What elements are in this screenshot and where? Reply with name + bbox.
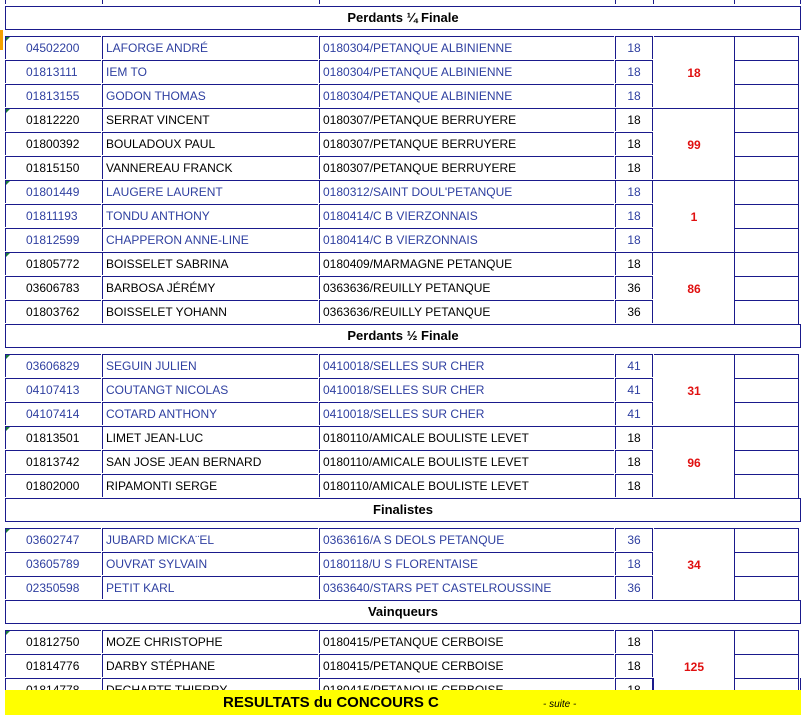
name-cell: RIPAMONTI SERGE xyxy=(102,474,318,497)
licence-cell: 01801449 xyxy=(5,180,101,203)
section-title: Perdants ¼ Finale xyxy=(5,6,801,30)
name-cell: DARBY STÉPHANE xyxy=(102,654,318,677)
licence-cell: 01813155 xyxy=(5,84,101,107)
banner-title: RESULTATS du CONCOURS C xyxy=(223,694,439,711)
licence-cell: 01802000 xyxy=(5,474,101,497)
dep-cell: 36 xyxy=(615,576,653,599)
name-cell: LAFORGE ANDRÉ xyxy=(102,36,318,59)
dep-cell: 18 xyxy=(615,36,653,59)
club-cell: 0180304/PETANQUE ALBINIENNE xyxy=(319,36,614,59)
empty-column xyxy=(735,528,799,601)
dep-cell: 18 xyxy=(615,552,653,575)
name-cell: LIMET JEAN-LUC xyxy=(102,426,318,449)
name-cell: JUBARD MICKA¨EL xyxy=(102,528,318,551)
dep-cell: 18 xyxy=(615,84,653,107)
club-cell: 0180110/AMICALE BOULISTE LEVET xyxy=(319,426,614,449)
club-cell: 0410018/SELLES SUR CHER xyxy=(319,378,614,401)
club-cell: 0180414/C B VIERZONNAIS xyxy=(319,228,614,251)
club-cell: 0410018/SELLES SUR CHER xyxy=(319,402,614,425)
dep-cell: 36 xyxy=(615,528,653,551)
dep-cell: 18 xyxy=(615,630,653,653)
licence-cell: 04107413 xyxy=(5,378,101,401)
club-cell: 0363636/REUILLY PETANQUE xyxy=(319,300,614,323)
name-cell: SERRAT VINCENT xyxy=(102,108,318,131)
licence-cell: 03606829 xyxy=(5,354,101,377)
team-score: 96 xyxy=(654,426,735,499)
name-cell: CHAPPERON ANNE-LINE xyxy=(102,228,318,251)
name-cell: BOISSELET SABRINA xyxy=(102,252,318,275)
licence-cell: 03606783 xyxy=(5,276,101,299)
dep-cell: 18 xyxy=(615,156,653,179)
licence-cell: 01813742 xyxy=(5,450,101,473)
name-cell: LAUGERE LAURENT xyxy=(102,180,318,203)
club-cell: 0180118/U S FLORENTAISE xyxy=(319,552,614,575)
dep-cell: 36 xyxy=(615,276,653,299)
club-cell: 0180307/PETANQUE BERRUYERE xyxy=(319,108,614,131)
club-cell: 0410018/SELLES SUR CHER xyxy=(319,354,614,377)
club-cell: 0363636/REUILLY PETANQUE xyxy=(319,276,614,299)
empty-column xyxy=(735,180,799,253)
licence-cell: 01812599 xyxy=(5,228,101,251)
name-cell: COTARD ANTHONY xyxy=(102,402,318,425)
team-score: 1 xyxy=(654,180,735,253)
dep-cell: 18 xyxy=(615,426,653,449)
dep-cell: 41 xyxy=(615,354,653,377)
licence-cell: 04107414 xyxy=(5,402,101,425)
licence-cell: 01803762 xyxy=(5,300,101,323)
name-cell: SEGUIN JULIEN xyxy=(102,354,318,377)
name-cell: IEM TO xyxy=(102,60,318,83)
club-cell: 0180414/C B VIERZONNAIS xyxy=(319,204,614,227)
team-score: 99 xyxy=(654,108,735,181)
club-cell: 0180307/PETANQUE BERRUYERE xyxy=(319,132,614,155)
dep-cell: 18 xyxy=(615,252,653,275)
club-cell: 0180110/AMICALE BOULISTE LEVET xyxy=(319,474,614,497)
club-cell: 0363640/STARS PET CASTELROUSSINE xyxy=(319,576,614,599)
licence-cell: 01814776 xyxy=(5,654,101,677)
empty-column xyxy=(735,108,799,181)
dep-cell: 18 xyxy=(615,60,653,83)
club-cell: 0180409/MARMAGNE PETANQUE xyxy=(319,252,614,275)
name-cell: MOZE CHRISTOPHE xyxy=(102,630,318,653)
team-score: 18 xyxy=(654,36,735,109)
name-cell: SAN JOSE JEAN BERNARD xyxy=(102,450,318,473)
name-cell: BOISSELET YOHANN xyxy=(102,300,318,323)
dep-cell: 36 xyxy=(615,300,653,323)
dep-cell: 18 xyxy=(615,204,653,227)
club-cell: 0180304/PETANQUE ALBINIENNE xyxy=(319,60,614,83)
banner-subtitle: - suite - xyxy=(543,699,577,710)
results-banner xyxy=(5,690,801,715)
dep-cell: 18 xyxy=(615,180,653,203)
licence-cell: 02350598 xyxy=(5,576,101,599)
cell-accent-marker xyxy=(0,30,3,50)
licence-cell: 01813501 xyxy=(5,426,101,449)
section-title: Perdants ½ Finale xyxy=(5,324,801,348)
empty-column xyxy=(735,426,799,499)
licence-cell: 01811193 xyxy=(5,204,101,227)
team-score: 86 xyxy=(654,252,735,325)
name-cell: BOULADOUX PAUL xyxy=(102,132,318,155)
empty-column xyxy=(735,36,799,109)
club-cell: 0363616/A S DEOLS PETANQUE xyxy=(319,528,614,551)
name-cell: PETIT KARL xyxy=(102,576,318,599)
dep-cell: 18 xyxy=(615,132,653,155)
empty-column xyxy=(735,252,799,325)
name-cell: OUVRAT SYLVAIN xyxy=(102,552,318,575)
dep-cell: 18 xyxy=(615,108,653,131)
name-cell: COUTANGT NICOLAS xyxy=(102,378,318,401)
team-score: 125 xyxy=(654,630,735,703)
name-cell: TONDU ANTHONY xyxy=(102,204,318,227)
name-cell: VANNEREAU FRANCK xyxy=(102,156,318,179)
club-cell: 0180307/PETANQUE BERRUYERE xyxy=(319,156,614,179)
team-score: 31 xyxy=(654,354,735,427)
club-cell: 0180415/PETANQUE CERBOISE xyxy=(319,654,614,677)
dep-cell: 18 xyxy=(615,228,653,251)
dep-cell: 41 xyxy=(615,378,653,401)
club-cell: 0180304/PETANQUE ALBINIENNE xyxy=(319,84,614,107)
section-title: Finalistes xyxy=(5,498,801,522)
footer-grid xyxy=(5,678,801,690)
dep-cell: 18 xyxy=(615,654,653,677)
club-cell: 0180312/SAINT DOUL'PETANQUE xyxy=(319,180,614,203)
dep-cell: 18 xyxy=(615,450,653,473)
licence-cell: 01815150 xyxy=(5,156,101,179)
name-cell: BARBOSA JÉRÉMY xyxy=(102,276,318,299)
licence-cell: 01812750 xyxy=(5,630,101,653)
club-cell: 0180415/PETANQUE CERBOISE xyxy=(319,630,614,653)
licence-cell: 04502200 xyxy=(5,36,101,59)
name-cell: GODON THOMAS xyxy=(102,84,318,107)
header-fragment xyxy=(5,0,801,4)
licence-cell: 03602747 xyxy=(5,528,101,551)
dep-cell: 18 xyxy=(615,474,653,497)
licence-cell: 01800392 xyxy=(5,132,101,155)
dep-cell: 41 xyxy=(615,402,653,425)
section-title: Vainqueurs xyxy=(5,600,801,624)
empty-column xyxy=(735,354,799,427)
licence-cell: 01805772 xyxy=(5,252,101,275)
licence-cell: 03605789 xyxy=(5,552,101,575)
club-cell: 0180110/AMICALE BOULISTE LEVET xyxy=(319,450,614,473)
licence-cell: 01812220 xyxy=(5,108,101,131)
team-score: 34 xyxy=(654,528,735,601)
licence-cell: 01813111 xyxy=(5,60,101,83)
